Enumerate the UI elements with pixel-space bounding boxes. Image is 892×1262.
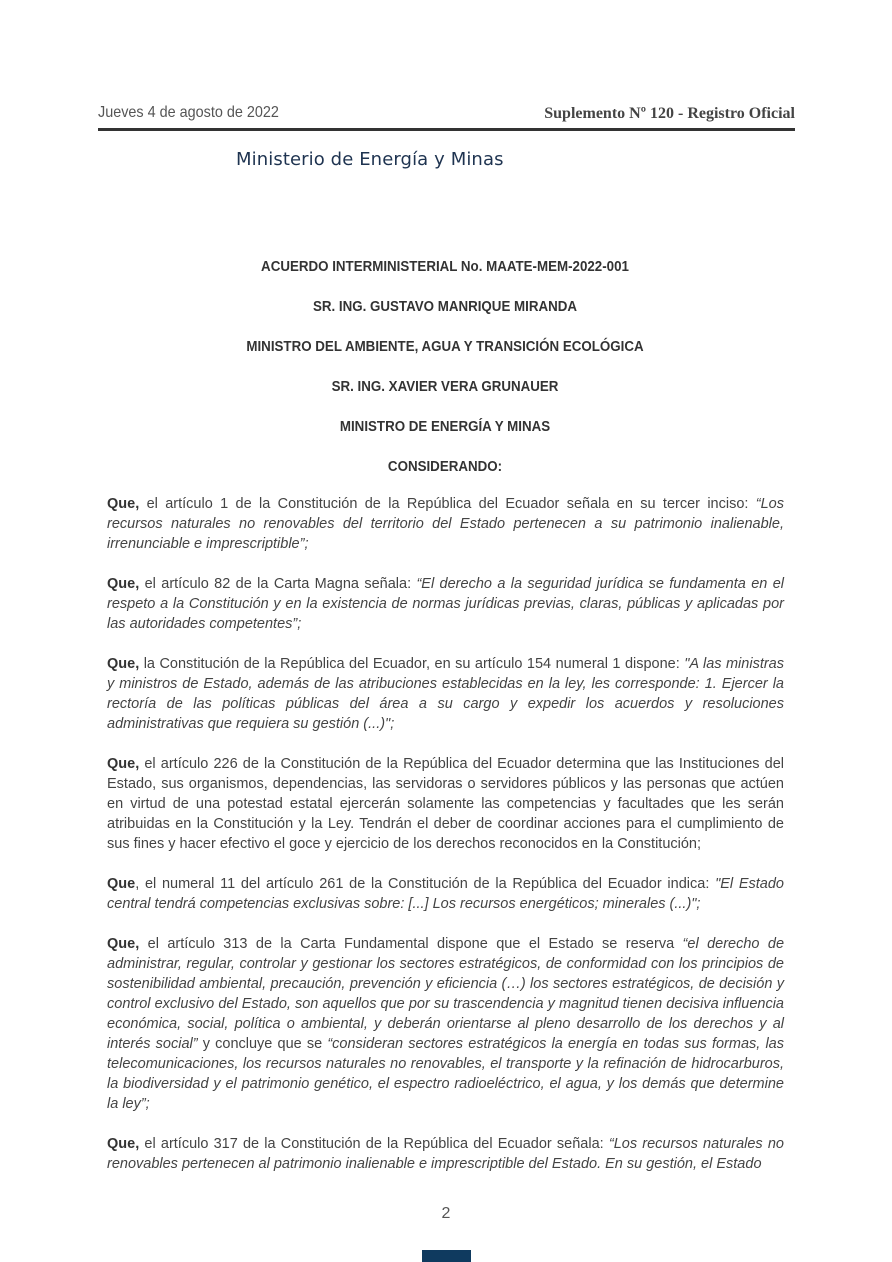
ministry-logo-text: Ministerio de Energía y Minas xyxy=(236,149,504,170)
paragraph-text: el artículo 226 de la Constitución de la República del Ecuador determina que las Instituciones del Estado, sus organismos, dependencias, las servidoras o servidores públicos y las personas que actúen en virtud de una potestad estatal ejercerán solamente las competencias y facultades que les serán atribuidas en la Constitución y la Ley. Tendrán el deber de coordinar acciones para el cumplimiento de sus fines y hacer efectivo el goce y ejercicio de los derechos reconocidos en la Constitución; xyxy=(107,756,784,852)
minister-name-2: SR. ING. XAVIER VERA GRUNAUER xyxy=(331,379,559,395)
page-header xyxy=(98,102,795,131)
minister-role-1: MINISTRO DEL AMBIENTE, AGUA Y TRANSICIÓN ECOLÓGICA xyxy=(246,339,644,355)
considerando-heading: CONSIDERANDO: xyxy=(387,459,503,475)
paragraph-quote: “el derecho de administrar, regular, controlar y gestionar los sectores estratégicos, de conformidad con los principios de sostenibilidad ambiental, precaución, prevención y eficiencia (…) los sectores estratégicos, de decisión y control exclusivo del Estado, son aquellos que por su trascendencia y magnitud tienen decisiva influencia económica, social, política o ambiental, y deberán orientarse al pleno desarrollo de los derechos y al interés social” xyxy=(107,936,785,1052)
minister-name-1: SR. ING. GUSTAVO MANRIQUE MIRANDA xyxy=(312,299,578,315)
paragraph-lead: Que, xyxy=(107,1136,140,1152)
paragraph xyxy=(107,1134,784,1174)
paragraph-quote: “consideran sectores estratégicos la energía en todas sus formas, las telecomunicaciones, los recursos naturales no renovables, el transporte y la refinación de hidrocarburos, la biodiversidad y el patrimonio genético, el espectro radioeléctrico, el agua, y los demás que determine la ley”; xyxy=(107,1036,784,1112)
paragraph-text: la Constitución de la República del Ecuador, en su artículo 154 numeral 1 dispone: xyxy=(139,656,685,672)
paragraph-text: , el numeral 11 del artículo 261 de la Constitución de la República del Ecuador indica: xyxy=(135,876,716,892)
paragraph-quote: “El derecho a la seguridad jurídica se fundamenta en el respeto a la Constitución y en la existencia de normas jurídicas previas, claras, públicas y aplicadas por las autoridades competentes”; xyxy=(107,576,784,632)
paragraph xyxy=(107,654,784,734)
paragraph xyxy=(107,574,784,634)
paragraph-quote: “Los recursos naturales no renovables pertenecen al patrimonio inalienable e imprescriptible del Estado. En su gestión, el Estado xyxy=(107,1136,784,1172)
agreement-number-title: ACUERDO INTERMINISTERIAL No. MAATE-MEM-2022-001 xyxy=(261,259,629,275)
header-date: Jueves 4 de agosto de 2022 xyxy=(98,104,279,121)
paragraph-quote: "El Estado central tendrá competencias exclusivas sobre: [...] Los recursos energéticos; minerales (...)"; xyxy=(107,876,784,912)
paragraph-lead: Que xyxy=(107,876,136,892)
paragraph xyxy=(107,874,784,914)
header-publication: Suplemento Nº 120 - Registro Oficial xyxy=(544,105,795,122)
paragraph xyxy=(107,934,784,1114)
paragraph-text: el artículo 317 de la Constitución de la República del Ecuador señala: xyxy=(139,1136,609,1152)
paragraph-text: el artículo 313 de la Carta Fundamental dispone que el Estado se reserva xyxy=(139,936,683,952)
document-body xyxy=(107,494,784,1194)
page-number: 2 xyxy=(441,1205,451,1222)
footer-accent-bar xyxy=(422,1250,471,1262)
paragraph-text: y concluye que se xyxy=(197,1036,328,1052)
paragraph-quote: “Los recursos naturales no renovables del territorio del Estado pertenecen a su patrimonio inalienable, irrenunciable e imprescriptible”; xyxy=(107,496,784,552)
paragraph-quote: "A las ministras y ministros de Estado, además de las atribuciones establecidas en la ley, les corresponde: 1. Ejercer la rectoría de las políticas públicas del área a su cargo y expedir los acuerdos y resoluciones administrativas que requiera su gestión (...)"; xyxy=(107,656,784,732)
paragraph-text: el artículo 82 de la Carta Magna señala: xyxy=(139,576,417,592)
paragraph xyxy=(107,494,784,554)
minister-role-2: MINISTRO DE ENERGÍA Y MINAS xyxy=(339,419,551,435)
paragraph-text: el artículo 1 de la Constitución de la República del Ecuador señala en su tercer inciso: xyxy=(139,496,756,512)
paragraph-lead: Que, xyxy=(107,656,140,672)
paragraph-lead: Que, xyxy=(107,756,140,772)
paragraph-lead: Que, xyxy=(107,936,140,952)
paragraph-lead: Que, xyxy=(107,576,140,592)
paragraph xyxy=(107,754,784,854)
document-titles xyxy=(98,258,792,498)
paragraph-lead: Que, xyxy=(107,496,140,512)
